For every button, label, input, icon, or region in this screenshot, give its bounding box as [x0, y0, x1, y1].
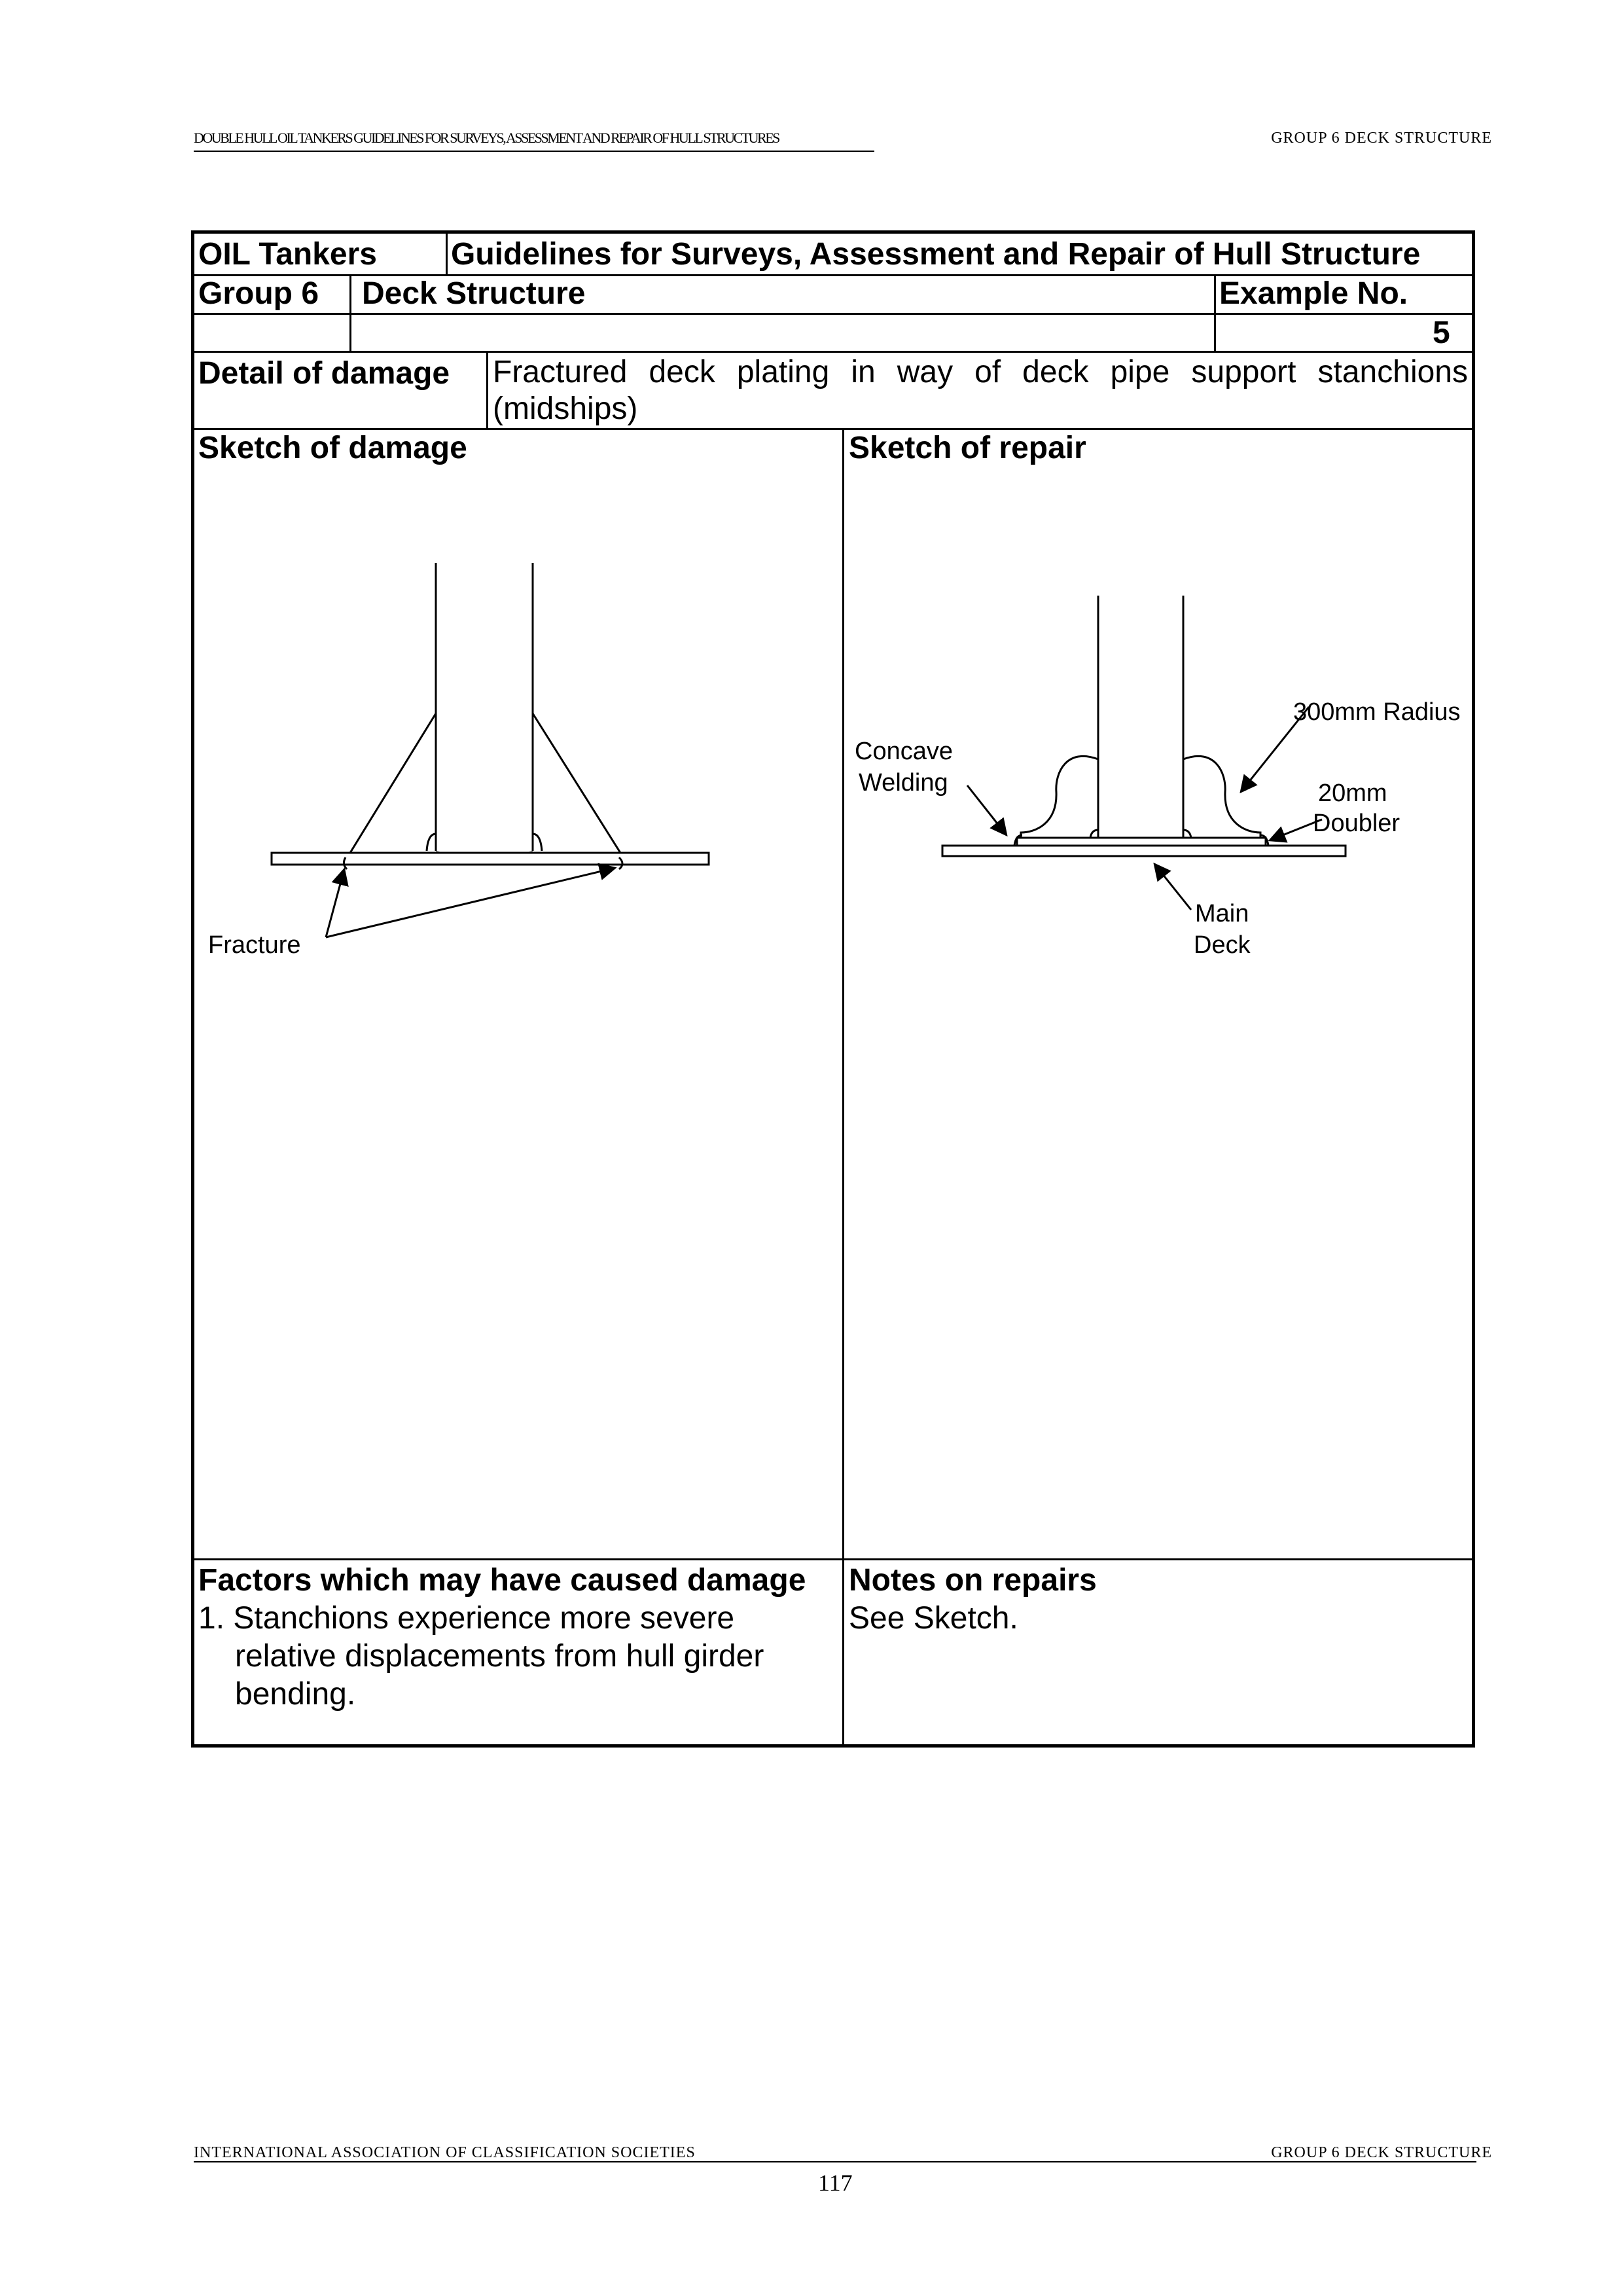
running-header-title: DOUBLE HULL OIL TANKERS GUIDELINES FOR SURVEYS, ASSESSMENT AND REPAIR OF HULL STRUCTURES [194, 130, 779, 146]
factors-label: Factors which may have caused damage [198, 1563, 806, 1598]
notes-on-repairs-text: See Sketch. [849, 1601, 1018, 1636]
sketch-of-damage-label: Sketch of damage [198, 431, 467, 465]
col-divider-sketches [842, 428, 844, 1744]
left-bracket [350, 713, 436, 853]
col-divider-example [1214, 274, 1216, 351]
group-cell: Group 6 [198, 276, 319, 311]
tanker-type-cell: OIL Tankers [198, 237, 377, 272]
notes-on-repairs-label: Notes on repairs [849, 1563, 1097, 1598]
doubler-plate [1017, 838, 1266, 846]
radius-label: 300mm Radius [1293, 698, 1461, 726]
example-number-cell: 5 [1433, 315, 1450, 350]
fracture-label: Fracture [208, 931, 301, 959]
footer-organization: INTERNATIONAL ASSOCIATION OF CLASSIFICATION SOCIETIES [194, 2144, 696, 2161]
deck-label: Deck [1194, 931, 1251, 959]
running-header-section: GROUP 6 DECK STRUCTURE [1271, 130, 1492, 147]
fracture-leader-left [326, 869, 344, 937]
page-number: 117 [818, 2170, 853, 2196]
damage-example-form [191, 230, 1475, 1748]
detail-of-damage-text-cont: (midships) [493, 391, 638, 426]
welding-label: Welding [859, 769, 948, 797]
doubler-thickness-label: 20mm [1318, 780, 1387, 807]
row-divider-5 [194, 1558, 1472, 1560]
concave-bracket-right [1183, 756, 1260, 838]
factor-item-1-cont-2: bending. [235, 1677, 356, 1712]
sketch-of-repair-label: Sketch of repair [849, 431, 1086, 465]
header-rule [194, 151, 874, 152]
group-name-cell: Deck Structure [362, 276, 586, 311]
sketch-of-repair-diagram [851, 576, 1492, 982]
stanchion-weld-left [1090, 830, 1098, 838]
deck-plate [272, 853, 709, 865]
factor-item-1-cont-1: relative displacements from hull girder [235, 1639, 764, 1674]
sketch-of-damage-diagram [196, 537, 746, 982]
example-label-cell: Example No. [1219, 276, 1408, 311]
concave-welding-leader [967, 785, 1007, 835]
right-bracket [533, 713, 620, 853]
concave-label: Concave [855, 738, 953, 765]
factor-item-1: 1. Stanchions experience more severe [198, 1601, 735, 1636]
footer-section: GROUP 6 DECK STRUCTURE [1271, 2144, 1492, 2161]
detail-of-damage-label: Detail of damage [198, 356, 450, 391]
main-deck-leader [1154, 864, 1191, 910]
row-divider-3 [194, 351, 1472, 353]
col-divider-title [446, 234, 448, 274]
doubler-label: Doubler [1313, 810, 1400, 837]
guidelines-title-cell: Guidelines for Surveys, Assessment and Repair of Hull Structure [451, 237, 1421, 272]
main-label: Main [1195, 900, 1249, 927]
footer-rule [194, 2161, 1476, 2162]
detail-of-damage-text: Fractured deck plating in way of deck pipe support stanchions [493, 355, 1468, 389]
main-deck-plate [942, 846, 1346, 856]
concave-bracket-left [1021, 756, 1098, 838]
col-divider-detail [486, 351, 488, 428]
stanchion-weld-right [1183, 830, 1191, 838]
col-divider-group [349, 274, 351, 351]
row-divider-2 [194, 313, 1472, 315]
fracture-leader-right [326, 868, 615, 937]
